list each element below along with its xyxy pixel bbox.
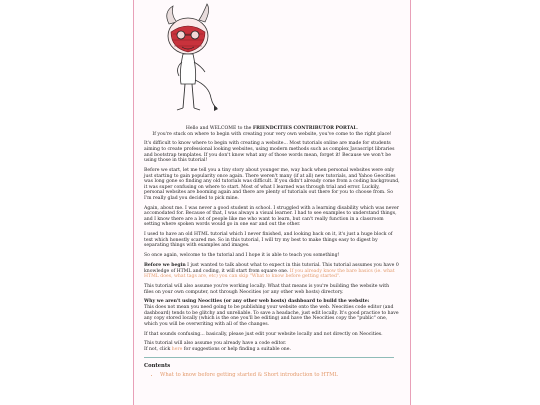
code-editor-line: This tutorial will also assume you already have a code editor. [144, 341, 287, 347]
why-not-neocities-heading: Why we aren't using Neocities (or any other web hosts) dashboard to build the website: [144, 299, 370, 305]
code-editor-help-link[interactable]: here [171, 346, 183, 352]
paragraph-working-locally: This tutorial will also assume you're working locally. What that means is you're building the website with files on your own computer, not through Neocities (or any other web hosts) directory. [144, 283, 390, 295]
contents-list [144, 373, 400, 379]
paragraph-story: Before we start, let me tell you a tiny story about younger me, way back when personal websites were only just starting to gain popularity once again. There weren't many (if at all) new tutorials, and Yahoo Geocities was long gone so finding any old tutorials was difficult. If you didn't already come from a coding background, it was super confusing on where to start. Most of what I learned was through trial and error. Luckily, personal websites are booming again and there are plenty of tutorials out there for you to choose from. So I'm really glad you decided to pick mine. [144, 167, 400, 201]
welcome-message [144, 126, 400, 137]
paragraph-before-we-begin [144, 263, 400, 280]
paragraph-edit-locally: If that sounds confusing... basically, please just edit your website locally and not directly on Neocities. [144, 331, 383, 337]
skip-basics-link[interactable]: If you already know the bare basics (ie. what HTML does, what tags are, etc) you can skip "What to know before getting started". [144, 268, 395, 280]
contents-heading: Contents [144, 362, 171, 369]
paragraph-difficult-to-know: It's difficult to know where to begin with creating a website... Most tutorials online are made for students aiming to create professional looking websites, using modern methods such as complex Javascript libraries and bootstrap templates. If you don't know what any of those words mean, forget it! Because we won't be using those in this tutorial! [144, 141, 395, 164]
tutorial-content [144, 126, 400, 379]
section-divider [144, 357, 394, 358]
portal-name: FRIENDCITIES CONTRIBUTOR PORTAL [252, 126, 357, 131]
code-editor-suffix: for suggestions or help finding a suitable one. [182, 346, 291, 352]
paragraph-why-not-neocities [144, 299, 400, 327]
paragraph-welcome-again: So once again, welcome to the tutorial and I hope it is able to teach you something! [144, 253, 340, 259]
welcome-prefix: Hello and WELCOME to the [185, 126, 253, 131]
paragraph-old-tutorial: I used to have an old HTML tutorial which I never finished, and looking back on it, it's just a huge block of text which honestly scared me. So in this tutorial, I will try my best to make things easy to digest by separating things with examples and images. [144, 232, 393, 249]
welcome-suffix: . [356, 126, 359, 131]
before-we-begin-heading: Before we begin [144, 263, 186, 268]
contents-item-intro-link[interactable]: • What to know before getting started & Short introduction to HTML [160, 373, 400, 379]
code-editor-prefix: If not, click [144, 346, 172, 352]
devil-mascot-illustration [161, 2, 219, 120]
before-we-begin-text: I just wanted to talk about what to expect in this tutorial. This tutorial assumes you have 0 knowledge of HTML and coding, it will start from square one. [144, 263, 399, 274]
paragraph-code-editor [144, 341, 400, 352]
welcome-subline: If you're stuck on where to begin with creating your very own website, you've come to the right place! [152, 131, 392, 137]
why-not-neocities-text: This does not mean you need going to be publishing your website onto the web. Neocities code editor (and dashboard) tends to be glitchy and unreliable. To save a headache, just edit locally. It's good practice to have any copy stored locally (which is the one you'll be editing) and have the Neocities copy the "public" one, which you will be overwriting with all of the changes. [144, 304, 399, 327]
tutorial-page [133, 0, 411, 405]
paragraph-about-me: Again, about me. I was never a good student in school. I struggled with a learning disability which was never accomodated for. Because of that, I was always a visual learner. I had to see examples to understand things, and I know there are a lot of people like me who want to learn, but can't really function in a classroom setting where spoken words would go in one ear and out the other. [144, 205, 399, 228]
